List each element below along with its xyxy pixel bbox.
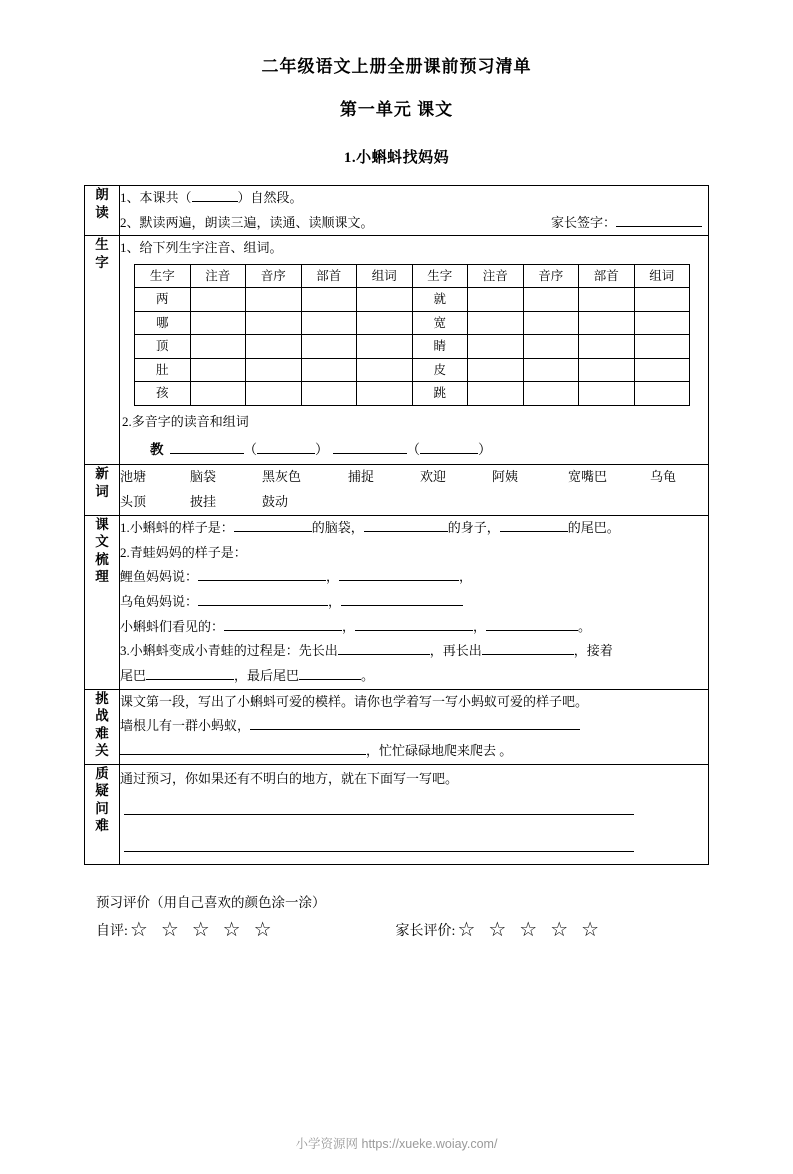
table-row-newchars [85, 236, 709, 465]
newchars-input-cell[interactable] [523, 311, 579, 335]
newchars-input-cell[interactable] [523, 358, 579, 382]
textline-q2-l2-label: 乌龟妈妈说： [120, 593, 199, 609]
newchars-input-cell[interactable] [301, 335, 357, 359]
newchars-input-cell[interactable] [579, 358, 635, 382]
textline-q2-line2: 乌龟妈妈说： ， [120, 590, 708, 615]
newchars-input-cell[interactable] [357, 382, 413, 406]
duoyin-word-blank-2[interactable] [420, 440, 478, 454]
newchars-input-cell[interactable] [634, 311, 690, 335]
textline-q1-suffix: 的尾巴。 [567, 519, 620, 535]
newchars-row [135, 382, 690, 406]
newchars-header-cell: 组词 [634, 264, 690, 288]
newchars-char-cell: 睛 [412, 335, 468, 359]
textline-q2-l1-blank-1[interactable] [198, 568, 326, 581]
row-content-textline [120, 515, 709, 689]
textline-q2-l2-blank-1[interactable] [198, 593, 328, 606]
newword-item: 阿姨 [492, 469, 519, 485]
newchars-header-cell: 音序 [523, 264, 579, 288]
table-row-question [85, 764, 709, 864]
duoyin-pinyin-blank-2[interactable] [333, 440, 407, 454]
duoyin-char: 教 [150, 442, 164, 458]
textline-q2-l2-blank-2[interactable] [341, 593, 463, 606]
newword-item: 头顶 [120, 494, 147, 510]
preview-table [84, 185, 709, 865]
newchars-input-cell[interactable] [246, 358, 302, 382]
challenge-blank-2[interactable] [120, 742, 366, 755]
row-content-newchars [120, 236, 709, 465]
duoyin-pinyin-blank-1[interactable] [170, 440, 244, 454]
newchars-input-cell[interactable] [634, 358, 690, 382]
newchars-header-cell: 生字 [412, 264, 468, 288]
row-label-reading: 朗读 [85, 186, 120, 236]
parent-signature-label: 家长签字： [550, 214, 616, 230]
row-content-question [120, 764, 709, 864]
table-row-challenge [85, 689, 709, 764]
textline-q2-l3-blank-3[interactable] [486, 617, 578, 630]
textline-q3-line1 [120, 639, 708, 664]
newword-item: 捕捉 [348, 469, 375, 485]
newchars-input-cell[interactable] [357, 288, 413, 312]
textline-q2-line1: 鲤鱼妈妈说： ， ， [120, 569, 473, 585]
newchars-input-cell[interactable] [468, 358, 524, 382]
newchars-input-cell[interactable] [301, 382, 357, 406]
textline-q2-l1-label: 鲤鱼妈妈说： [120, 569, 199, 585]
row-content-newwords [120, 465, 709, 515]
textline-q2-l3-blank-1[interactable] [224, 617, 342, 630]
newchars-input-cell[interactable] [246, 288, 302, 312]
newword-item: 脑袋 [190, 469, 217, 485]
table-row-reading [85, 186, 709, 236]
worksheet-page [0, 52, 793, 1174]
reading-line-1-prefix: 1、本课共（ [120, 190, 192, 205]
newchars-input-cell[interactable] [634, 335, 690, 359]
newchars-input-cell[interactable] [579, 382, 635, 406]
newchars-input-cell[interactable] [468, 288, 524, 312]
newchars-header-cell: 组词 [357, 264, 413, 288]
newchars-input-cell[interactable] [190, 288, 246, 312]
newword-item: 宽嘴巴 [568, 469, 608, 485]
newchars-intro: 1、给下列生字注音、组词。 [120, 240, 283, 256]
newchars-input-cell[interactable] [301, 288, 357, 312]
challenge-line-2 [120, 714, 708, 739]
self-eval-label: 自评: [96, 923, 128, 939]
unit-title: 第一单元 课文 [339, 100, 454, 119]
challenge-line-1: 课文第一段，写出了小蝌蚪可爱的模样。请你也学着写一写小蚂蚁可爱的样子吧。 [120, 693, 589, 709]
row-content-challenge [120, 689, 709, 764]
reading-line-2-text: 2、默读两遍，朗读三遍，读通、读顺课文。 [120, 214, 374, 230]
newchars-input-cell[interactable] [468, 335, 524, 359]
newwords-line-1 [120, 465, 708, 490]
newword-item: 鼓动 [262, 494, 289, 510]
challenge-blank-1[interactable] [250, 717, 580, 730]
newchars-input-cell[interactable] [190, 335, 246, 359]
newchars-row [135, 335, 690, 359]
newchars-input-cell[interactable] [634, 382, 690, 406]
textline-q3-mid2: ，接着 [573, 643, 613, 659]
textline-q1-blank-2[interactable] [364, 518, 448, 531]
parent-signature-blank[interactable] [616, 213, 702, 226]
duoyin-title: 2.多音字的读音和组词 [122, 413, 249, 429]
newchars-input-cell[interactable] [523, 335, 579, 359]
reading-line-1-suffix: ）自然段。 [237, 190, 303, 205]
newchars-header-cell: 音序 [246, 264, 302, 288]
page-title: 二年级语文上册全册课前预习清单 [261, 57, 532, 76]
textline-q2-text: 2.青蛙妈妈的样子是： [120, 544, 247, 560]
newchars-input-cell[interactable] [523, 382, 579, 406]
newchars-char-cell: 皮 [412, 358, 468, 382]
textline-q3-blank-2[interactable] [482, 642, 574, 655]
reading-line-2 [120, 211, 708, 236]
textline-q2-l3-label: 小蝌蚪们看见的： [120, 618, 225, 634]
question-blank-1[interactable] [124, 792, 634, 815]
newchars-input-cell[interactable] [357, 311, 413, 335]
lesson-title: 1.小蝌蚪找妈妈 [343, 150, 450, 166]
newchars-char-cell: 宽 [412, 311, 468, 335]
watermark: 小学资源网 https://xueke.woiay.com/ [295, 1137, 498, 1151]
row-content-reading [120, 186, 709, 236]
textline-q1-mid1: 的脑袋， [311, 519, 364, 535]
row-label-newwords: 新词 [85, 465, 120, 515]
textline-q3-tail-label: 尾巴 [120, 667, 147, 683]
textline-q3-mid3: ，最后尾巴 [234, 667, 300, 683]
newword-item: 乌龟 [650, 469, 677, 485]
textline-q1-prefix: 1.小蝌蚪的样子是： [120, 519, 234, 535]
parent-eval [396, 917, 604, 942]
textline-q1-blank-1[interactable] [234, 518, 312, 531]
row-label-newchars: 生字 [85, 236, 120, 465]
parent-signature [551, 211, 702, 236]
newword-item: 欢迎 [420, 469, 447, 485]
challenge-line-3-suffix: ，忙忙碌碌地爬来爬去 。 [366, 743, 513, 759]
textline-q3-blank-3[interactable] [146, 667, 234, 680]
reading-paragraph-blank[interactable] [192, 189, 238, 202]
textline-q3-line2 [120, 664, 708, 689]
question-blank-2[interactable] [124, 829, 634, 852]
reading-line-1 [120, 186, 708, 211]
challenge-line-3 [120, 739, 708, 764]
newchars-input-cell[interactable] [468, 311, 524, 335]
textline-q2-l3-blank-2[interactable] [355, 617, 473, 630]
newchars-input-cell[interactable] [190, 382, 246, 406]
textline-q3-blank-4[interactable] [299, 667, 361, 680]
newchars-input-cell[interactable] [246, 335, 302, 359]
newchars-row [135, 311, 690, 335]
textline-q1-blank-3[interactable] [500, 518, 568, 531]
textline-q3-prefix: 3.小蝌蚪变成小青蛙的过程是：先长出 [120, 643, 338, 659]
textline-q3-blank-1[interactable] [338, 642, 430, 655]
newchars-char-cell: 就 [412, 288, 468, 312]
newchars-row [135, 288, 690, 312]
row-label-textline: 课文梳理 [85, 515, 120, 689]
newchars-header-cell: 部首 [579, 264, 635, 288]
textline-q2 [120, 541, 708, 566]
newchars-input-cell[interactable] [523, 288, 579, 312]
newchars-header-cell: 注音 [468, 264, 524, 288]
newword-item: 披挂 [190, 494, 217, 510]
self-eval-stars[interactable]: ☆ ☆ ☆ ☆ ☆ [129, 919, 276, 941]
newchars-char-cell: 跳 [412, 382, 468, 406]
newchars-header-row [135, 264, 690, 288]
newchars-input-cell[interactable] [190, 358, 246, 382]
textline-q1 [120, 516, 708, 541]
duoyin-row: 教 （ ） （ ） [150, 442, 492, 458]
newchars-input-cell[interactable] [579, 311, 635, 335]
newchars-char-cell: 哪 [135, 311, 191, 335]
newchars-input-cell[interactable] [579, 335, 635, 359]
newchars-input-cell[interactable] [246, 311, 302, 335]
newchars-input-cell[interactable] [634, 288, 690, 312]
question-line-1: 通过预习，你如果还有不明白的地方，就在下面写一写吧。 [120, 770, 459, 786]
textline-q1-mid2: 的身子， [447, 519, 500, 535]
newchars-input-cell[interactable] [468, 382, 524, 406]
newchars-char-cell: 肚 [135, 358, 191, 382]
parent-eval-stars[interactable]: ☆ ☆ ☆ ☆ ☆ [457, 919, 604, 941]
textline-q2-l1-blank-2[interactable] [339, 568, 459, 581]
duoyin-word-blank-1[interactable] [257, 440, 315, 454]
newchars-input-cell[interactable] [301, 358, 357, 382]
evaluation-row [96, 917, 793, 942]
newword-item: 池塘 [120, 469, 147, 485]
evaluation-section [96, 891, 793, 942]
newchars-grid [134, 264, 690, 406]
newchars-input-cell[interactable] [357, 335, 413, 359]
newchars-row [135, 358, 690, 382]
newchars-header-cell: 部首 [301, 264, 357, 288]
newchars-input-cell[interactable] [190, 311, 246, 335]
parent-eval-label: 家长评价: [395, 923, 456, 939]
newchars-header-cell: 注音 [190, 264, 246, 288]
evaluation-title: 预习评价（用自己喜欢的颜色涂一涂） [96, 895, 326, 910]
newchars-input-cell[interactable] [301, 311, 357, 335]
newchars-input-cell[interactable] [246, 382, 302, 406]
newchars-char-cell: 孩 [135, 382, 191, 406]
table-row-newwords [85, 465, 709, 515]
newchars-char-cell: 两 [135, 288, 191, 312]
newchars-char-cell: 顶 [135, 335, 191, 359]
challenge-line-2-prefix: 墙根儿有一群小蚂蚁， [120, 718, 251, 734]
textline-q2-line3: 小蝌蚪们看见的： ， ， 。 [120, 618, 592, 634]
newchars-input-cell[interactable] [357, 358, 413, 382]
newword-item: 黑灰色 [262, 469, 302, 485]
row-label-question: 质疑问难 [85, 764, 120, 864]
textline-q3-mid1: ，再长出 [429, 643, 482, 659]
newchars-header-cell: 生字 [135, 264, 191, 288]
newchars-input-cell[interactable] [579, 288, 635, 312]
textline-q2-l3-end: 。 [578, 618, 592, 634]
newwords-line-2 [120, 490, 708, 515]
row-label-challenge: 挑战难关 [85, 689, 120, 764]
textline-q3-end: 。 [361, 667, 375, 683]
table-row-textline [85, 515, 709, 689]
